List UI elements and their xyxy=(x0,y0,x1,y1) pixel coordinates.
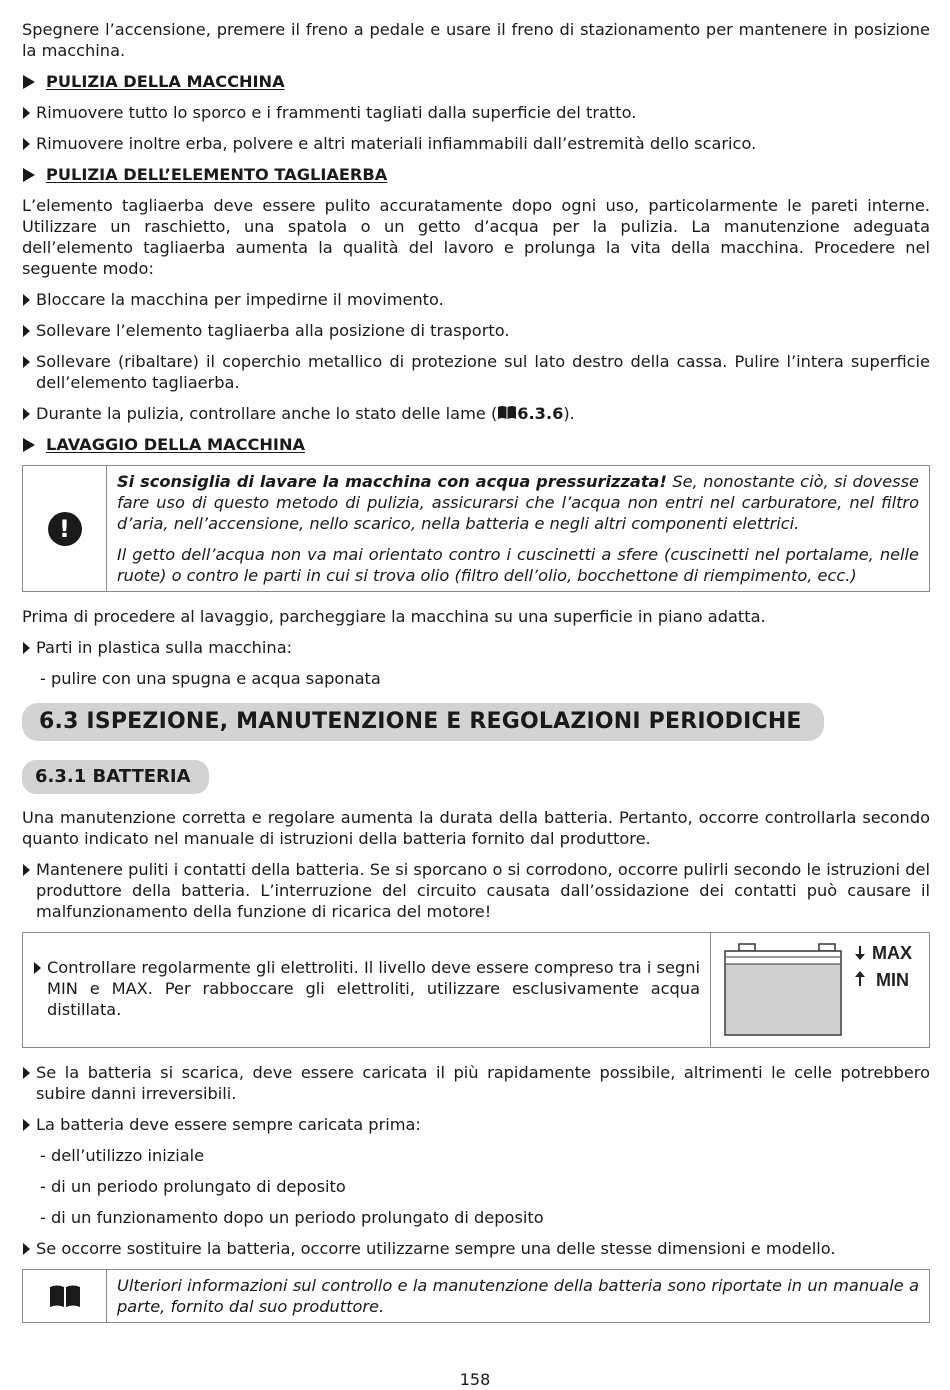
heading-pulizia-macchina: PULIZIA DELLA MACCHINA xyxy=(22,71,930,92)
dash-item: - dell’utilizzo iniziale xyxy=(40,1146,205,1165)
page-number: 158 xyxy=(459,1370,491,1389)
lavaggio-paragraph: Prima di procedere al lavaggio, parcheggiare la macchina su una superficie in piano adatta. xyxy=(22,607,766,626)
pulizia-elemento-paragraph: L’elemento tagliaerba deve essere pulito accuratamente dopo ogni uso, particolarmente le pareti interne. Utilizzare un raschietto, una spatola o un getto d’acqua per la pulizia. La manutenzione adeguata dell’elemento tagliaerba aumenta la qualità del lavoro e prolunga la vita della macchina. Procedere nel seguente modo: xyxy=(22,196,930,278)
warning-box xyxy=(22,465,930,592)
exclamation-icon: ! xyxy=(48,512,82,546)
info-text: Ulteriori informazioni sul controllo e la manutenzione della batteria sono riportate in un manuale a parte, fornito dal suo produttore. xyxy=(117,1276,919,1316)
warning-bold-text: Si sconsiglia di lavare la macchina con acqua pressurizzata! xyxy=(117,472,667,491)
bullet-icon xyxy=(23,1119,30,1131)
dash-item: - di un periodo prolungato di deposito xyxy=(40,1177,346,1196)
heading-lavaggio: LAVAGGIO DELLA MACCHINA xyxy=(22,434,930,455)
warning-paragraph-2: Il getto dell’acqua non va mai orientato contro i cuscinetti a sfere (cuscinetti nel portalame, nelle ruote) o contro le parti in cui si trova olio (filtro dell’olio, bocchettone di riempimento, ecc.) xyxy=(117,545,919,585)
electrolyte-text-cell xyxy=(23,933,711,1047)
bullet-icon xyxy=(23,138,30,150)
list-item: Controllare regolarmente gli elettroliti. Il livello deve essere compreso tra i segni MIN e MAX. Per rabboccare gli elettroliti, utilizzare esclusivamente acqua distillata. xyxy=(33,957,700,1020)
list-item: La batteria deve essere sempre caricata prima: xyxy=(22,1114,930,1135)
content xyxy=(22,19,930,1337)
bullet-icon xyxy=(23,408,30,420)
triangle-bullet-icon xyxy=(23,168,35,182)
warning-icon-cell xyxy=(23,466,107,591)
bullet-icon xyxy=(23,1243,30,1255)
list-item: Sollevare (ribaltare) il coperchio metallico di protezione sul lato destro della cassa. Pulire l’intera superficie dell’elemento tagliaerba. xyxy=(22,351,930,393)
triangle-bullet-icon xyxy=(23,75,35,89)
battery-level-diagram xyxy=(722,942,918,1038)
bullet-icon xyxy=(23,107,30,119)
section-heading-6-3: 6.3 ISPEZIONE, MANUTENZIONE E REGOLAZIONI PERIODICHE xyxy=(22,703,824,741)
bullet-icon xyxy=(23,864,30,876)
triangle-bullet-icon xyxy=(23,438,35,452)
info-box xyxy=(22,1269,930,1323)
dash-item: - pulire con una spugna e acqua saponata xyxy=(40,669,381,688)
heading-pulizia-elemento: PULIZIA DELL’ELEMENTO TAGLIAERBA xyxy=(22,164,930,185)
bullet-icon xyxy=(23,642,30,654)
dash-item: - di un funzionamento dopo un periodo prolungato di deposito xyxy=(40,1208,544,1227)
battery-diagram-cell xyxy=(711,933,929,1047)
bullet-icon xyxy=(23,325,30,337)
list-item: Parti in plastica sulla macchina: xyxy=(22,637,930,658)
bullet-icon xyxy=(34,962,41,974)
bullet-icon xyxy=(23,1067,30,1079)
section-heading-6-3-1: 6.3.1 BATTERIA xyxy=(22,760,209,794)
info-text-cell xyxy=(107,1270,929,1322)
min-label: MIN xyxy=(876,970,909,990)
warning-text-cell xyxy=(107,466,929,591)
electrolyte-box xyxy=(22,932,930,1048)
bullet-icon xyxy=(23,294,30,306)
max-label: MAX xyxy=(872,943,912,963)
book-icon xyxy=(49,1284,81,1308)
list-item: Sollevare l’elemento tagliaerba alla posizione di trasporto. xyxy=(22,320,930,341)
list-item: Durante la pulizia, controllare anche lo stato delle lame ( 6.3.6). xyxy=(22,403,930,424)
batteria-intro: Una manutenzione corretta e regolare aumenta la durata della batteria. Pertanto, occorre controllarla secondo quanto indicato nel manuale di istruzioni della batteria fornito dal produttore. xyxy=(22,808,930,848)
list-item: Se la batteria si scarica, deve essere caricata il più rapidamente possibile, altrimenti le celle potrebbero subire danni irreversibili. xyxy=(22,1062,930,1104)
list-item: Bloccare la macchina per impedirne il movimento. xyxy=(22,289,930,310)
info-icon-cell xyxy=(23,1270,107,1322)
intro-paragraph: Spegnere l’accensione, premere il freno a pedale e usare il freno di stazionamento per mantenere in posizione la macchina. xyxy=(22,20,930,60)
reference-link[interactable]: 6.3.6 xyxy=(517,404,564,423)
book-icon xyxy=(497,405,517,420)
bullet-icon xyxy=(23,356,30,368)
list-item: Rimuovere tutto lo sporco e i frammenti tagliati dalla superficie del tratto. xyxy=(22,102,930,123)
list-item: Se occorre sostituire la batteria, occorre utilizzarne sempre una delle stesse dimensioni e modello. xyxy=(22,1238,930,1259)
list-item: Mantenere puliti i contatti della batteria. Se si sporcano o si corrodono, occorre pulirli secondo le istruzioni del produttore della batteria. L’interruzione del circuito causata dall’ossidazione dei contatti può causare il malfunzionamento della funzione di ricarica del motore! xyxy=(22,859,930,922)
list-item: Rimuovere inoltre erba, polvere e altri materiali infiammabili dall’estremità dello scarico. xyxy=(22,133,930,154)
warning-text: Se, nonostante ciò, si dovesse fare uso di questo metodo di pulizia, assicurarsi che l’acqua non entri nel carburatore, nel filtro d’aria, nell’accensione, nello scarico, nella batteria e negli altri componenti elettrici. xyxy=(117,472,919,533)
